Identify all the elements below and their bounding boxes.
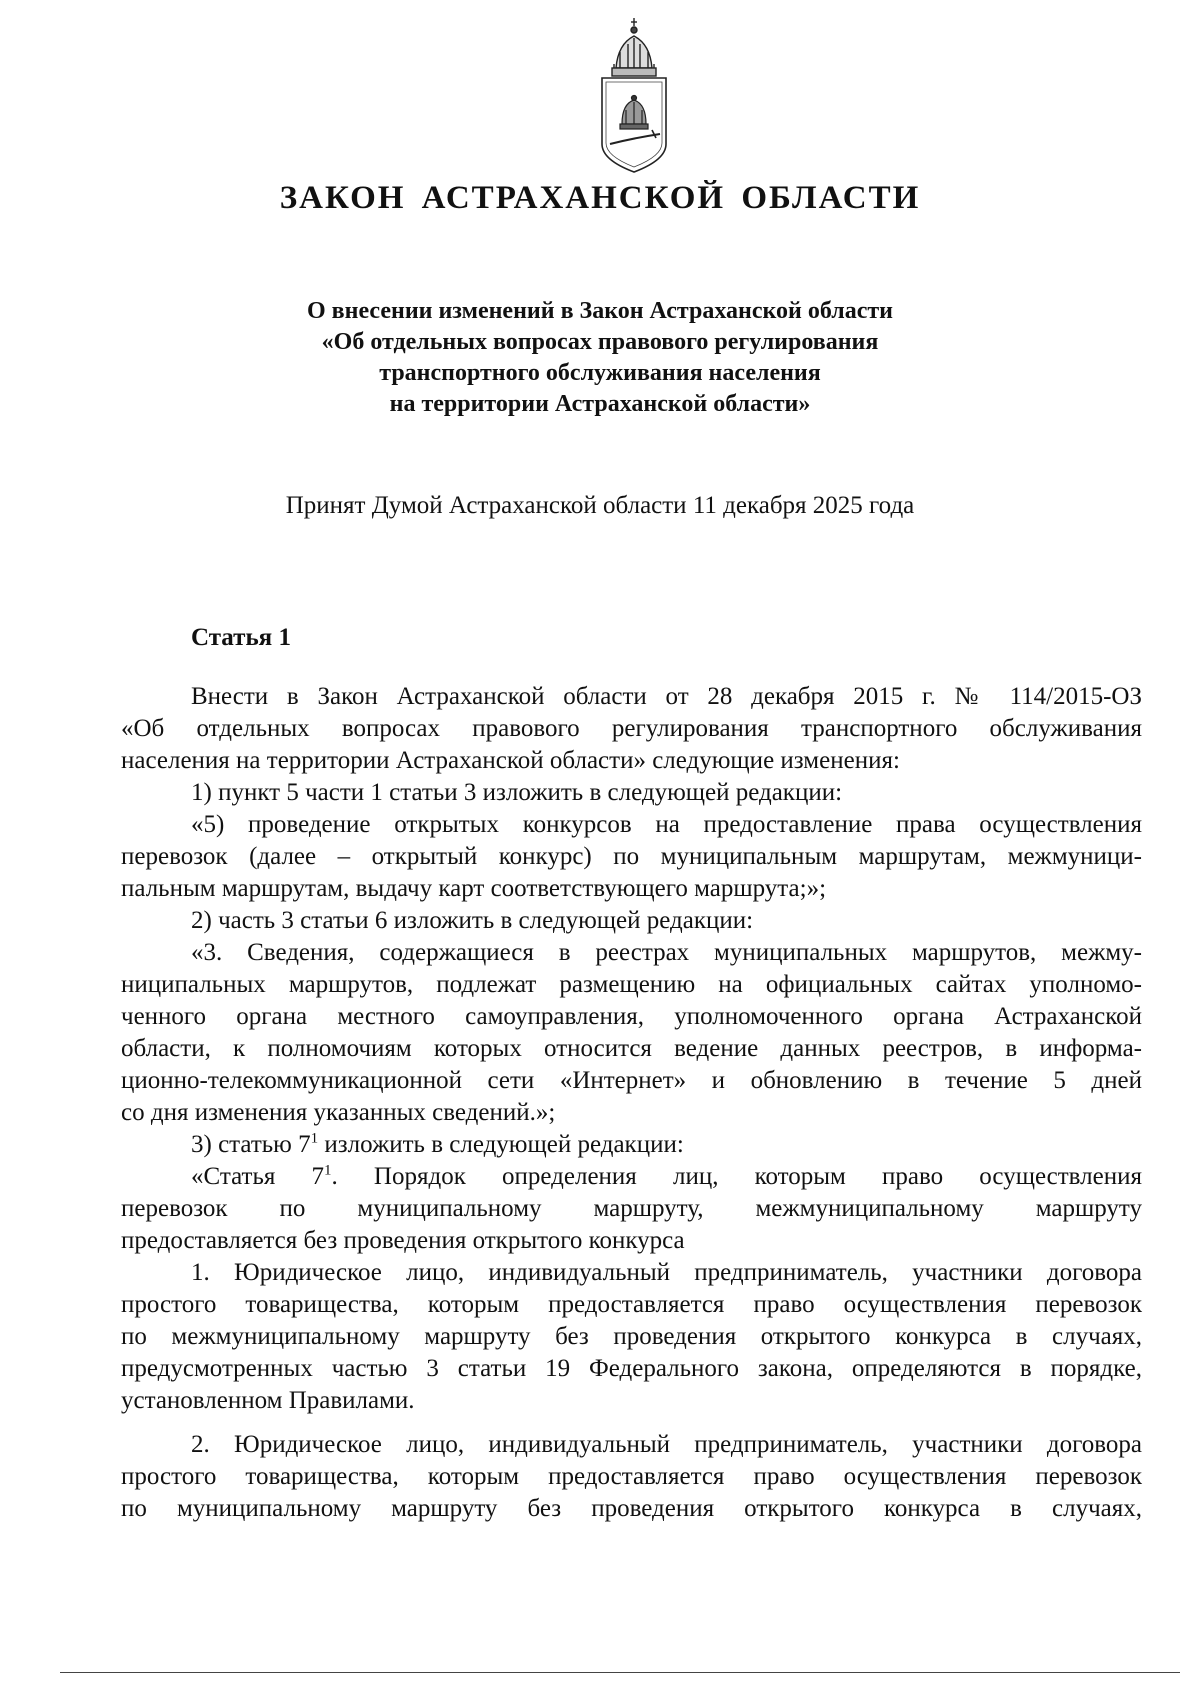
superscript: 1: [324, 1162, 332, 1179]
article-heading: Статья 1: [191, 624, 291, 651]
page-bottom-rule: [60, 1672, 1180, 1673]
text-fragment: . Порядок определения лиц, которым право осуществления: [331, 1163, 1142, 1190]
adoption-line: Принят Думой Астраханской области 11 декабря 2025 года: [285, 492, 915, 519]
text-line: 2. Юридическое лицо, индивидуальный предприниматель, участники договора: [191, 1431, 1142, 1458]
subtitle-line: «Об отдельных вопросах правового регулирования: [321, 329, 879, 355]
text-line: пальным маршрутам, выдачу карт соответствующего маршрута;»;: [121, 875, 827, 902]
text-fragment: изложить в следующей редакции:: [318, 1131, 684, 1158]
text-line: «3. Сведения, содержащиеся в реестрах муниципальных маршрутов, межму-: [191, 939, 1142, 966]
text-line: [121, 1129, 1142, 1161]
text-line: области, к полномочиям которых относится ведение данных реестров, в информа-: [121, 1035, 1142, 1062]
text-line: перевозок (далее – открытый конкурс) по муниципальным маршрутам, межмуници-: [121, 843, 1142, 870]
text-line: предусмотренных частью 3 статьи 19 Федерального закона, определяются в порядке,: [121, 1355, 1142, 1382]
text-line: установленном Правилами.: [121, 1387, 415, 1414]
text-line: ционно-телекоммуникационной сети «Интернет» и обновлению в течение 5 дней: [121, 1067, 1142, 1094]
superscript: 1: [310, 1130, 319, 1147]
text-line: по межмуниципальному маршруту без проведения открытого конкурса в случаях,: [121, 1323, 1142, 1350]
text-line: со дня изменения указанных сведений.»;: [121, 1099, 556, 1126]
document-subtitle: [0, 296, 1200, 420]
coat-of-arms-emblem: [588, 16, 680, 176]
document-title: ЗАКОН АСТРАХАНСКОЙ ОБЛАСТИ: [279, 180, 921, 216]
text-line: простого товарищества, которым предоставляется право осуществления перевозок: [121, 1463, 1142, 1490]
text-line: Внести в Закон Астраханской области от 28 декабря 2015 г. № 114/2015-ОЗ: [191, 683, 1142, 710]
text-line: перевозок по муниципальному маршруту, межмуниципальному маршруту: [121, 1195, 1142, 1222]
text-line: по муниципальному маршруту без проведения открытого конкурса в случаях,: [121, 1495, 1142, 1522]
text-line: населения на территории Астраханской области» следующие изменения:: [121, 747, 900, 774]
subtitle-line: О внесении изменений в Закон Астраханской области: [306, 298, 893, 324]
text-line: простого товарищества, которым предоставляется право осуществления перевозок: [121, 1291, 1142, 1318]
subtitle-line: на территории Астраханской области»: [389, 391, 811, 417]
text-line: 1) пункт 5 части 1 статьи 3 изложить в следующей редакции:: [191, 779, 843, 806]
text-line: 1. Юридическое лицо, индивидуальный предприниматель, участники договора: [191, 1259, 1142, 1286]
text-fragment: 3) статью 7: [191, 1131, 311, 1158]
text-line: ченного органа местного самоуправления, уполномоченного органа Астраханской: [121, 1003, 1142, 1030]
text-line: ниципальных маршрутов, подлежат размещению на официальных сайтах уполномо-: [121, 971, 1142, 998]
text-line: [121, 1161, 1142, 1193]
text-fragment: «Статья 7: [191, 1163, 325, 1190]
text-line: предоставляется без проведения открытого конкурса: [121, 1227, 685, 1254]
text-line: «5) проведение открытых конкурсов на предоставление права осуществления: [191, 811, 1142, 838]
text-line: «Об отдельных вопросах правового регулирования транспортного обслуживания: [121, 715, 1142, 742]
subtitle-line: транспортного обслуживания населения: [379, 360, 821, 386]
text-line: 2) часть 3 статьи 6 изложить в следующей редакции:: [191, 907, 754, 934]
article-body: [121, 681, 1142, 1525]
